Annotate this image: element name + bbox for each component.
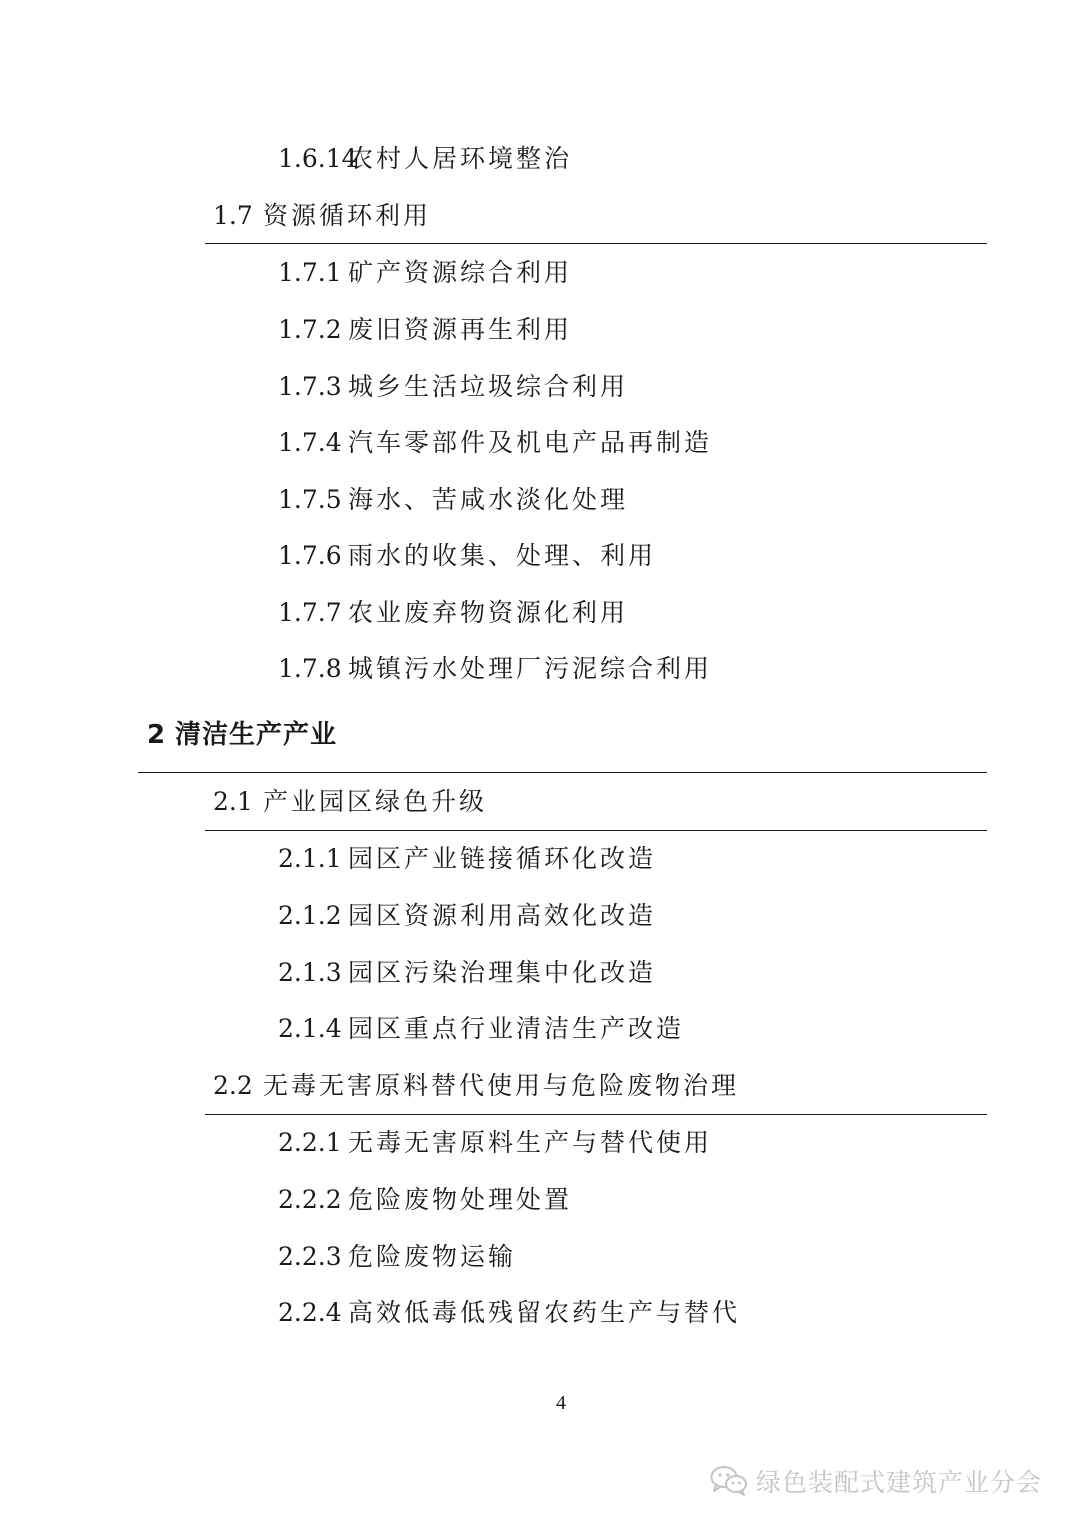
entry-title: 农村人居环境整治 <box>348 144 573 173</box>
entry-number: 2.1 <box>213 787 253 816</box>
section-divider <box>205 830 987 831</box>
section-divider <box>205 1114 987 1115</box>
entry-number: 1.7 <box>213 201 253 230</box>
entry-title: 城乡生活垃圾综合利用 <box>348 372 629 401</box>
chapter-divider <box>138 772 987 773</box>
entry-number: 1.6.14 <box>278 144 358 173</box>
entry-title: 无毒无害原料生产与替代使用 <box>348 1128 713 1157</box>
entry-title: 城镇污水处理厂污泥综合利用 <box>348 654 713 683</box>
entry-number: 1.7.5 <box>278 485 342 514</box>
entry-number: 2.2.3 <box>278 1242 342 1271</box>
toc-entry-level3 <box>278 1016 684 1041</box>
toc-entry-level3 <box>278 146 572 171</box>
wechat-icon <box>710 1465 748 1497</box>
toc-entry-level3 <box>278 1187 572 1212</box>
entry-number: 2.2.4 <box>278 1298 342 1327</box>
toc-entry-level3 <box>278 487 628 512</box>
toc-entry-level3 <box>278 374 628 399</box>
entry-title: 农业废弃物资源化利用 <box>348 598 629 627</box>
entry-number: 2.2 <box>213 1071 253 1100</box>
toc-entry-level3 <box>278 1130 712 1155</box>
entry-number: 1.7.2 <box>278 315 342 344</box>
entry-title: 园区产业链接循环化改造 <box>348 844 657 873</box>
entry-number: 1.7.1 <box>278 258 342 287</box>
toc-entry-level3 <box>278 543 656 568</box>
toc-entry-level3 <box>278 260 572 285</box>
toc-entry-level3 <box>278 846 656 871</box>
toc-entry-level3 <box>278 1244 516 1269</box>
entry-number: 2.1.1 <box>278 844 342 873</box>
page-number: 4 <box>556 1392 566 1414</box>
entry-title: 清洁生产产业 <box>175 720 338 750</box>
entry-number: 2.2.1 <box>278 1128 342 1157</box>
watermark-text: 绿色装配式建筑产业分会 <box>756 1468 1043 1497</box>
entry-title: 产业园区绿色升级 <box>263 787 488 816</box>
toc-entry-level3 <box>278 600 628 625</box>
toc-entry-level3 <box>278 960 656 985</box>
toc-entry-level2 <box>213 789 487 814</box>
entry-number: 1.7.7 <box>278 598 342 627</box>
entry-number: 2 <box>147 720 166 750</box>
entry-title: 资源循环利用 <box>263 201 432 230</box>
entry-number: 1.7.6 <box>278 541 342 570</box>
entry-title: 园区污染治理集中化改造 <box>348 958 657 987</box>
watermark <box>710 1461 1042 1501</box>
entry-number: 1.7.3 <box>278 372 342 401</box>
entry-number: 1.7.8 <box>278 654 342 683</box>
entry-title: 雨水的收集、处理、利用 <box>348 541 657 570</box>
entry-title: 危险废物运输 <box>348 1242 517 1271</box>
toc-entry-level2 <box>213 1073 739 1098</box>
entry-number: 1.7.4 <box>278 428 342 457</box>
entry-title: 汽车零部件及机电产品再制造 <box>348 428 713 457</box>
entry-title: 园区资源利用高效化改造 <box>348 901 657 930</box>
entry-title: 矿产资源综合利用 <box>348 258 573 287</box>
toc-entry-level3 <box>278 430 712 455</box>
entry-number: 2.1.3 <box>278 958 342 987</box>
entry-title: 海水、苦咸水淡化处理 <box>348 485 629 514</box>
toc-entry-level3 <box>278 317 572 342</box>
section-divider <box>205 243 987 244</box>
entry-title: 无毒无害原料替代使用与危险废物治理 <box>263 1071 740 1100</box>
toc-entry-level2 <box>213 203 431 228</box>
entry-title: 园区重点行业清洁生产改造 <box>348 1014 685 1043</box>
entry-title: 废旧资源再生利用 <box>348 315 573 344</box>
entry-title: 危险废物处理处置 <box>348 1185 573 1214</box>
entry-title: 高效低毒低残留农药生产与替代 <box>348 1298 741 1327</box>
entry-number: 2.1.2 <box>278 901 342 930</box>
toc-entry-level1 <box>147 722 337 748</box>
toc-entry-level3 <box>278 1300 740 1325</box>
entry-number: 2.2.2 <box>278 1185 342 1214</box>
toc-entry-level3 <box>278 903 656 928</box>
entry-number: 2.1.4 <box>278 1014 342 1043</box>
toc-entry-level3 <box>278 656 712 681</box>
